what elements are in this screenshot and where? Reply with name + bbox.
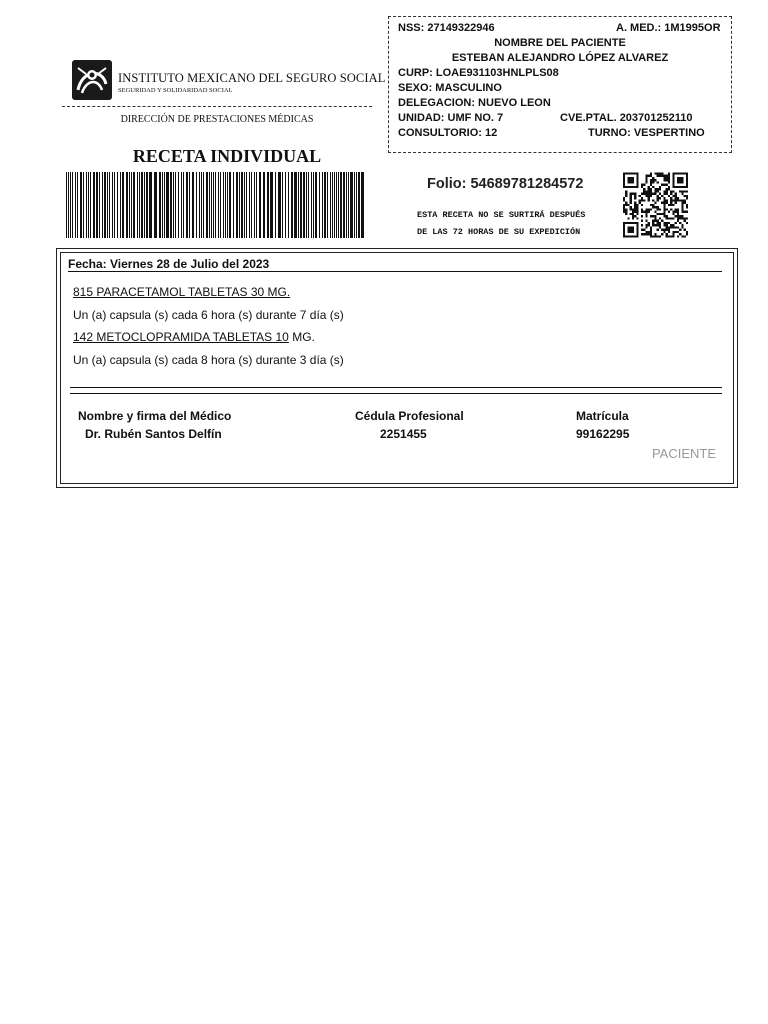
doctor-label: Nombre y firma del Médico xyxy=(78,409,232,423)
consultorio: CONSULTORIO: 12 xyxy=(398,127,498,139)
signature-divider-bottom xyxy=(70,393,722,394)
direccion-label: DIRECCIÓN DE PRESTACIONES MÉDICAS xyxy=(120,114,314,125)
unidad: UNIDAD: UMF NO. 7 xyxy=(398,112,504,124)
expiry-note-line-2: DE LAS 72 HORAS DE SU EXPEDICIÓN xyxy=(417,227,581,237)
matricula-value: 99162295 xyxy=(576,427,630,441)
prescription-date: Fecha: Viernes 28 de Julio del 2023 xyxy=(68,257,270,271)
doctor-name: Dr. Rubén Santos Delfín xyxy=(85,427,222,441)
barcode xyxy=(66,172,364,238)
medication-2-dose: Un (a) capsula (s) cada 8 hora (s) durante 3 día (s) xyxy=(73,353,344,367)
expiry-note-line-1: ESTA RECETA NO SE SURTIRÁ DESPUÉS xyxy=(417,210,586,220)
nss: NSS: 27149322946 xyxy=(398,22,495,34)
medication-1-dose: Un (a) capsula (s) cada 6 hora (s) durante 7 día (s) xyxy=(73,308,344,322)
a-med: A. MED.: 1M1995OR xyxy=(616,22,721,34)
medication-2-name: 142 METOCLOPRAMIDA TABLETAS 10 MG. xyxy=(73,330,315,344)
header-divider xyxy=(62,106,372,107)
date-divider xyxy=(68,271,722,272)
institution-subtitle: SEGURIDAD Y SOLIDARIDAD SOCIAL xyxy=(118,87,233,94)
copy-label: PACIENTE xyxy=(651,446,716,461)
institution-name: INSTITUTO MEXICANO DEL SEGURO SOCIAL xyxy=(118,71,386,85)
cedula-label: Cédula Profesional xyxy=(355,409,464,423)
patient-name: ESTEBAN ALEJANDRO LÓPEZ ALVAREZ xyxy=(451,52,669,64)
medication-1-name: 815 PARACETAMOL TABLETAS 30 MG. xyxy=(73,285,291,299)
turno: TURNO: VESPERTINO xyxy=(588,127,705,139)
imss-logo xyxy=(72,60,112,100)
patient-name-label: NOMBRE DEL PACIENTE xyxy=(494,37,626,49)
folio: Folio: 54689781284572 xyxy=(427,176,584,192)
qr-code xyxy=(623,172,688,238)
delegacion: DELEGACION: NUEVO LEON xyxy=(398,97,551,109)
cedula-value: 2251455 xyxy=(380,427,427,441)
signature-divider-top xyxy=(70,387,722,388)
sexo: SEXO: MASCULINO xyxy=(398,82,502,94)
curp: CURP: LOAE931103HNLPLS08 xyxy=(398,67,559,79)
patient-info-box xyxy=(388,16,732,153)
cve-ptal: CVE.PTAL. 203701252110 xyxy=(560,112,693,124)
matricula-label: Matrícula xyxy=(576,409,629,423)
document-title: RECETA INDIVIDUAL xyxy=(132,146,322,166)
